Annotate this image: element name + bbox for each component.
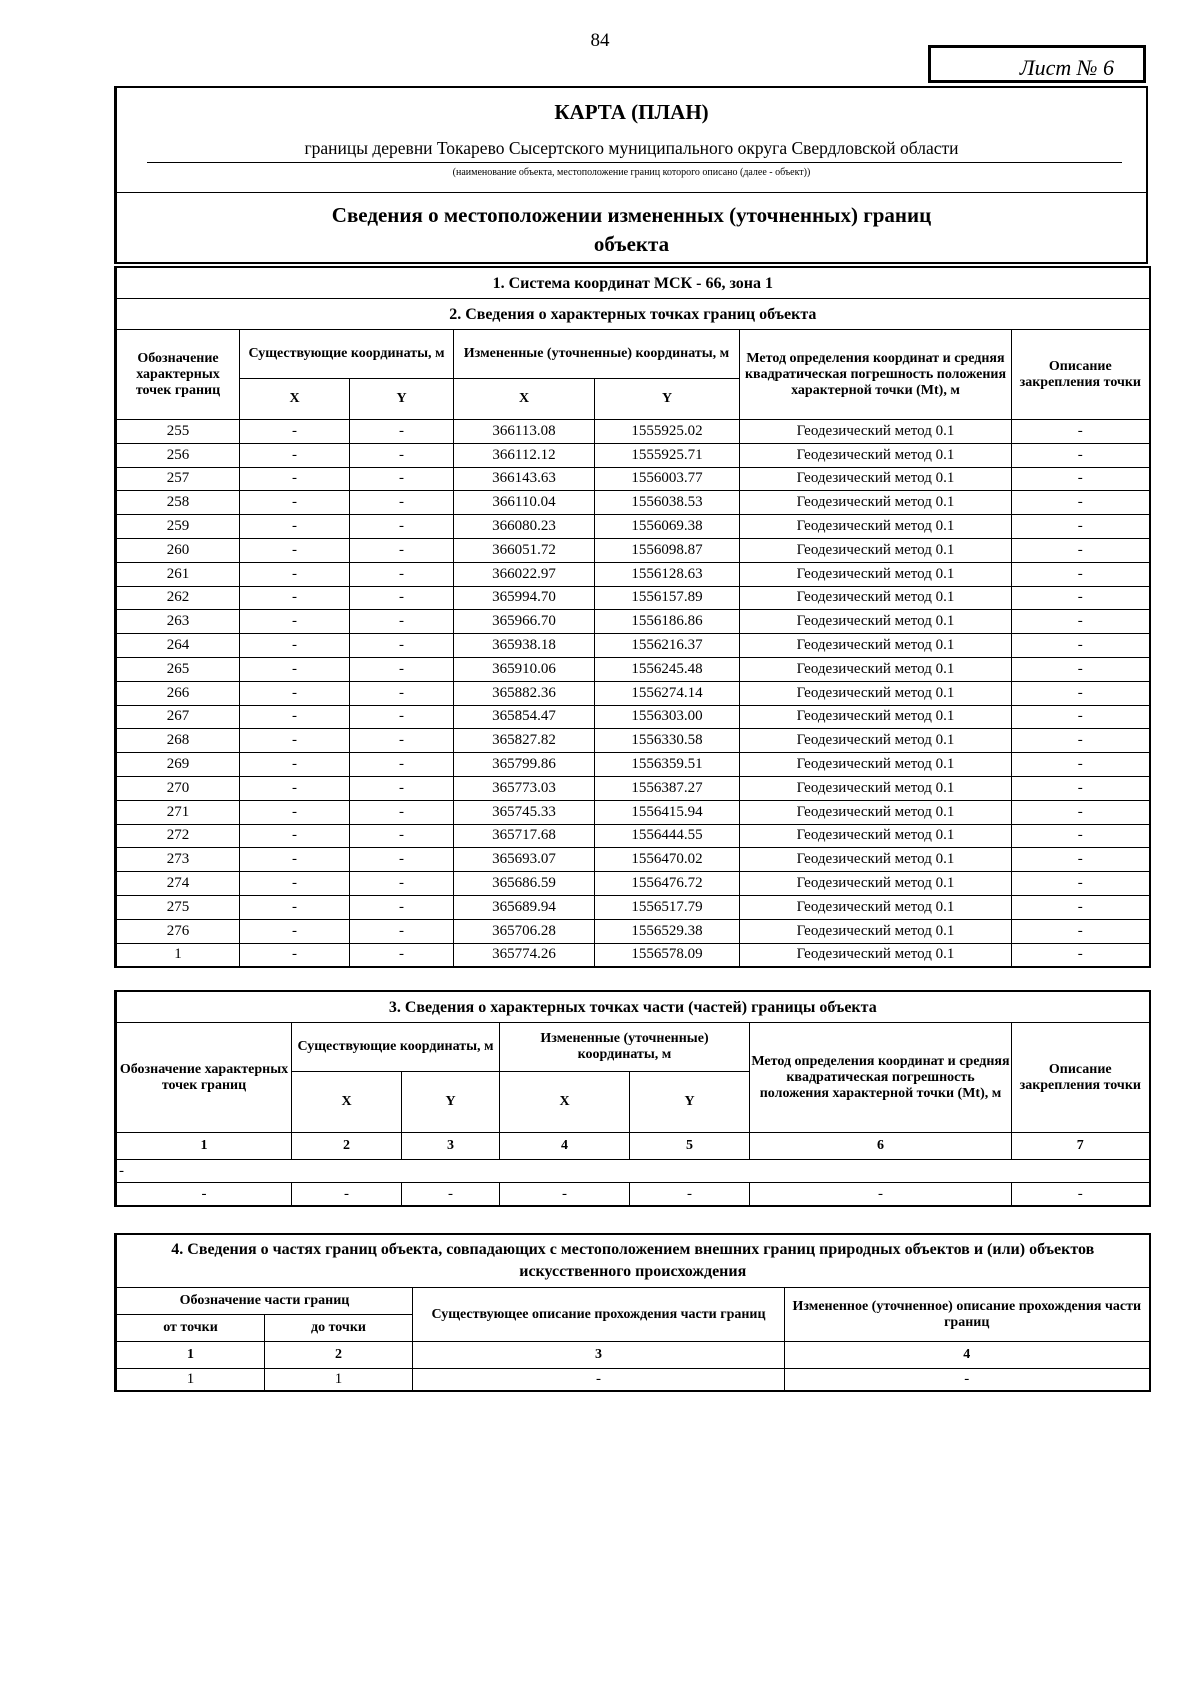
cell: - xyxy=(1012,943,1150,967)
cell: 1556359.51 xyxy=(595,753,740,777)
cell: 1556245.48 xyxy=(595,657,740,681)
cell: Геодезический метод 0.1 xyxy=(740,443,1012,467)
cell: 268 xyxy=(116,729,240,753)
cell: 262 xyxy=(116,586,240,610)
cell: Геодезический метод 0.1 xyxy=(740,657,1012,681)
col-num: 1 xyxy=(116,1342,265,1369)
cell: - xyxy=(350,586,454,610)
cell: 366110.04 xyxy=(454,491,595,515)
cell: - xyxy=(750,1183,1012,1207)
cell: 365966.70 xyxy=(454,610,595,634)
cell: 1556470.02 xyxy=(595,848,740,872)
cell: - xyxy=(1012,824,1150,848)
table-row xyxy=(116,729,1150,753)
cell: - xyxy=(350,776,454,800)
table-row xyxy=(116,443,1150,467)
cell: - xyxy=(1012,800,1150,824)
cell: 365854.47 xyxy=(454,705,595,729)
cell: 259 xyxy=(116,515,240,539)
object-name: границы деревни Токарево Сысертского муниципального округа Свердловской области xyxy=(304,138,959,158)
cell: - xyxy=(240,420,350,444)
cell: Геодезический метод 0.1 xyxy=(740,895,1012,919)
cell: - xyxy=(350,729,454,753)
column-numbers-row xyxy=(116,1342,1150,1369)
cell: - xyxy=(350,515,454,539)
cell: - xyxy=(1012,872,1150,896)
parts-section-title: 4. Сведения о частях границ объекта, совпадающих с местоположением внешних границ природных объектов и (или) объектов искусственного происхождения xyxy=(116,1234,1150,1288)
cell: Геодезический метод 0.1 xyxy=(740,943,1012,967)
cell: 365994.70 xyxy=(454,586,595,610)
cell: 1556038.53 xyxy=(595,491,740,515)
cell: - xyxy=(1012,1183,1150,1207)
cell: - xyxy=(1012,562,1150,586)
cell: - xyxy=(1012,681,1150,705)
cell: - xyxy=(240,586,350,610)
cell: 267 xyxy=(116,705,240,729)
col-num: 3 xyxy=(402,1133,500,1160)
cell: Геодезический метод 0.1 xyxy=(740,538,1012,562)
table-row xyxy=(116,872,1150,896)
table-row xyxy=(116,1369,1150,1392)
cell: Геодезический метод 0.1 xyxy=(740,610,1012,634)
table-row xyxy=(116,824,1150,848)
col-method: Метод определения координат и средняя квадратическая погрешность положения характерной точки (Mt), м xyxy=(750,1023,1012,1133)
cell: 258 xyxy=(116,491,240,515)
cell: - xyxy=(116,1183,292,1207)
col-changed-x: X xyxy=(454,379,595,420)
cell: - xyxy=(413,1369,785,1392)
cell: - xyxy=(350,657,454,681)
column-numbers-row xyxy=(116,1133,1150,1160)
cell: 269 xyxy=(116,753,240,777)
col-to: до точки xyxy=(265,1315,413,1342)
cell: - xyxy=(350,753,454,777)
cell: Геодезический метод 0.1 xyxy=(740,634,1012,658)
cell: - xyxy=(350,848,454,872)
cell: - xyxy=(350,919,454,943)
col-num: 3 xyxy=(413,1342,785,1369)
table-row xyxy=(116,848,1150,872)
cell: 365774.26 xyxy=(454,943,595,967)
cell: 365689.94 xyxy=(454,895,595,919)
cell: - xyxy=(240,538,350,562)
cell: 1 xyxy=(116,1369,265,1392)
cell: Геодезический метод 0.1 xyxy=(740,420,1012,444)
cell: 1556415.94 xyxy=(595,800,740,824)
table-row xyxy=(116,610,1150,634)
points-body xyxy=(116,420,1150,968)
col-method: Метод определения координат и средняя квадратическая погрешность положения характерной точки (Mt), м xyxy=(740,330,1012,420)
col-num: 4 xyxy=(500,1133,630,1160)
cell: - xyxy=(1012,919,1150,943)
col-from: от точки xyxy=(116,1315,265,1342)
table-row xyxy=(116,776,1150,800)
cell: - xyxy=(1012,586,1150,610)
cell: - xyxy=(240,824,350,848)
cell: - xyxy=(1012,848,1150,872)
cell: - xyxy=(350,895,454,919)
coord-system: 1. Система координат МСК - 66, зона 1 xyxy=(116,267,1150,299)
cell: - xyxy=(350,420,454,444)
document-header xyxy=(114,86,1148,264)
cell: 1556303.00 xyxy=(595,705,740,729)
cell: - xyxy=(1012,443,1150,467)
cell: 1556517.79 xyxy=(595,895,740,919)
cell: - xyxy=(1012,515,1150,539)
cell: 1556529.38 xyxy=(595,919,740,943)
col-description: Описание закрепления точки xyxy=(1012,1023,1150,1133)
cell: - xyxy=(1012,610,1150,634)
table-row xyxy=(116,753,1150,777)
subtitle-line-1: Сведения о местоположении измененных (уточненных) границ xyxy=(331,203,932,227)
cell: - xyxy=(240,872,350,896)
underline-divider xyxy=(147,162,1122,163)
cell: - xyxy=(240,705,350,729)
cell: - xyxy=(350,467,454,491)
table-row xyxy=(116,515,1150,539)
cell: - xyxy=(240,776,350,800)
col-changed-x: X xyxy=(500,1072,630,1133)
cell: 256 xyxy=(116,443,240,467)
cell: 365773.03 xyxy=(454,776,595,800)
col-changed: Измененные (уточненные) координаты, м xyxy=(454,330,740,379)
cell: 366022.97 xyxy=(454,562,595,586)
cell: - xyxy=(350,610,454,634)
cell: - xyxy=(240,657,350,681)
cell: Геодезический метод 0.1 xyxy=(740,824,1012,848)
cell: - xyxy=(240,515,350,539)
table-row xyxy=(116,800,1150,824)
cell: 255 xyxy=(116,420,240,444)
col-num: 7 xyxy=(1012,1133,1150,1160)
cell: 1556216.37 xyxy=(595,634,740,658)
cell: - xyxy=(1012,705,1150,729)
cell: Геодезический метод 0.1 xyxy=(740,705,1012,729)
col-existing-y: Y xyxy=(350,379,454,420)
cell: 1 xyxy=(116,943,240,967)
table-row xyxy=(116,657,1150,681)
cell: 365745.33 xyxy=(454,800,595,824)
cell: - xyxy=(350,538,454,562)
cell: 264 xyxy=(116,634,240,658)
table-row xyxy=(116,420,1150,444)
cell: - xyxy=(785,1369,1150,1392)
cell: Геодезический метод 0.1 xyxy=(740,729,1012,753)
cell: - xyxy=(240,895,350,919)
cell: - xyxy=(1012,538,1150,562)
cell: 365686.59 xyxy=(454,872,595,896)
cell: 366051.72 xyxy=(454,538,595,562)
object-note: (наименование объекта, местоположение границ которого описано (далее - объект)) xyxy=(452,167,811,178)
cell: - xyxy=(240,610,350,634)
cell: Геодезический метод 0.1 xyxy=(740,848,1012,872)
table-row xyxy=(116,705,1150,729)
cell: 365706.28 xyxy=(454,919,595,943)
cell: 365938.18 xyxy=(454,634,595,658)
cell: - xyxy=(292,1183,402,1207)
cell: 365693.07 xyxy=(454,848,595,872)
cell: 1556069.38 xyxy=(595,515,740,539)
cell: 1555925.71 xyxy=(595,443,740,467)
cell: 266 xyxy=(116,681,240,705)
cell: 1556274.14 xyxy=(595,681,740,705)
header-divider xyxy=(117,192,1146,193)
table-row xyxy=(116,491,1150,515)
cell: 1556186.86 xyxy=(595,610,740,634)
sheet-label: Лист № 6 xyxy=(928,45,1146,83)
col-existing-x: X xyxy=(240,379,350,420)
cell: 1556098.87 xyxy=(595,538,740,562)
cell: - xyxy=(1012,729,1150,753)
cell: - xyxy=(350,824,454,848)
cell: - xyxy=(240,848,350,872)
table-row xyxy=(116,895,1150,919)
cell: - xyxy=(240,562,350,586)
cell: - xyxy=(240,800,350,824)
cell: - xyxy=(350,491,454,515)
cell: 365882.36 xyxy=(454,681,595,705)
col-num: 6 xyxy=(750,1133,1012,1160)
cell: 260 xyxy=(116,538,240,562)
cell: 274 xyxy=(116,872,240,896)
cell: 1556128.63 xyxy=(595,562,740,586)
cell: - xyxy=(240,467,350,491)
cell: Геодезический метод 0.1 xyxy=(740,515,1012,539)
cell: 365827.82 xyxy=(454,729,595,753)
cell: - xyxy=(240,753,350,777)
cell: 366143.63 xyxy=(454,467,595,491)
cell: - xyxy=(1012,657,1150,681)
cell: 1556476.72 xyxy=(595,872,740,896)
cell: - xyxy=(240,443,350,467)
cell: 271 xyxy=(116,800,240,824)
table-row xyxy=(116,919,1150,943)
col-changed-y: Y xyxy=(630,1072,750,1133)
page-number: 84 xyxy=(590,30,610,51)
cell: Геодезический метод 0.1 xyxy=(740,491,1012,515)
cell: 366113.08 xyxy=(454,420,595,444)
col-changed-y: Y xyxy=(595,379,740,420)
cell: - xyxy=(630,1183,750,1207)
map-title: КАРТА (ПЛАН) xyxy=(554,100,709,124)
cell: - xyxy=(1012,634,1150,658)
cell: Геодезический метод 0.1 xyxy=(740,586,1012,610)
cell: 265 xyxy=(116,657,240,681)
table-row xyxy=(116,634,1150,658)
cell: - xyxy=(240,634,350,658)
cell: 1556330.58 xyxy=(595,729,740,753)
part-points-table xyxy=(114,990,1151,1207)
cell: - xyxy=(350,872,454,896)
table-row xyxy=(116,562,1150,586)
col-existing-desc: Существующее описание прохождения части границ xyxy=(413,1288,785,1342)
cell: - xyxy=(1012,895,1150,919)
cell: 1556157.89 xyxy=(595,586,740,610)
cell: 366112.12 xyxy=(454,443,595,467)
table-row xyxy=(116,943,1150,967)
cell: - xyxy=(350,634,454,658)
cell: 270 xyxy=(116,776,240,800)
cell: 1556578.09 xyxy=(595,943,740,967)
boundary-points-table xyxy=(114,266,1151,968)
cell: 1 xyxy=(265,1369,413,1392)
col-changed-desc: Измененное (уточненное) описание прохождения части границ xyxy=(785,1288,1150,1342)
cell: 1556003.77 xyxy=(595,467,740,491)
cell: - xyxy=(1012,420,1150,444)
cell: 365799.86 xyxy=(454,753,595,777)
cell: - xyxy=(500,1183,630,1207)
col-designation: Обозначение характерных точек границ xyxy=(116,330,240,420)
cell: 1556387.27 xyxy=(595,776,740,800)
cell: - xyxy=(1012,753,1150,777)
table-row xyxy=(116,1183,1150,1207)
col-num: 4 xyxy=(785,1342,1150,1369)
cell: 365910.06 xyxy=(454,657,595,681)
col-existing: Существующие координаты, м xyxy=(292,1023,500,1072)
cell: Геодезический метод 0.1 xyxy=(740,872,1012,896)
cell: 275 xyxy=(116,895,240,919)
col-part: Обозначение части границ xyxy=(116,1288,413,1315)
table-row xyxy=(116,538,1150,562)
cell: - xyxy=(240,919,350,943)
cell: - xyxy=(350,800,454,824)
cell: 273 xyxy=(116,848,240,872)
cell: Геодезический метод 0.1 xyxy=(740,681,1012,705)
header-subtitle xyxy=(117,201,1146,259)
cell: - xyxy=(1012,491,1150,515)
cell: Геодезический метод 0.1 xyxy=(740,800,1012,824)
cell: 261 xyxy=(116,562,240,586)
col-num: 2 xyxy=(292,1133,402,1160)
col-num: 1 xyxy=(116,1133,292,1160)
cell: Геодезический метод 0.1 xyxy=(740,919,1012,943)
points-section-title: 2. Сведения о характерных точках границ объекта xyxy=(116,299,1150,330)
subtitle-line-2: объекта xyxy=(593,232,670,256)
cell: Геодезический метод 0.1 xyxy=(740,562,1012,586)
table-row xyxy=(116,681,1150,705)
cell: - xyxy=(1012,776,1150,800)
cell: 1555925.02 xyxy=(595,420,740,444)
cell: - xyxy=(350,705,454,729)
col-changed: Измененные (уточненные) координаты, м xyxy=(500,1023,750,1072)
cell: Геодезический метод 0.1 xyxy=(740,467,1012,491)
part-label-row: - xyxy=(116,1160,1150,1183)
cell: 263 xyxy=(116,610,240,634)
col-num: 5 xyxy=(630,1133,750,1160)
cell: 1556444.55 xyxy=(595,824,740,848)
cell: - xyxy=(240,491,350,515)
cell: 366080.23 xyxy=(454,515,595,539)
cell: - xyxy=(240,729,350,753)
col-designation: Обозначение характерных точек границ xyxy=(116,1023,292,1133)
col-num: 2 xyxy=(265,1342,413,1369)
cell: 276 xyxy=(116,919,240,943)
cell: - xyxy=(350,943,454,967)
table-row xyxy=(116,586,1150,610)
col-existing-x: X xyxy=(292,1072,402,1133)
cell: 257 xyxy=(116,467,240,491)
col-existing-y: Y xyxy=(402,1072,500,1133)
cell: Геодезический метод 0.1 xyxy=(740,776,1012,800)
cell: Геодезический метод 0.1 xyxy=(740,753,1012,777)
cell: - xyxy=(1012,467,1150,491)
boundary-parts-table xyxy=(114,1233,1151,1392)
cell: 365717.68 xyxy=(454,824,595,848)
part-section-title: 3. Сведения о характерных точках части (частей) границы объекта xyxy=(116,991,1150,1023)
cell: - xyxy=(350,562,454,586)
table-row xyxy=(116,467,1150,491)
cell: - xyxy=(402,1183,500,1207)
cell: 272 xyxy=(116,824,240,848)
cell: - xyxy=(350,681,454,705)
cell: - xyxy=(240,943,350,967)
cell: - xyxy=(240,681,350,705)
cell: - xyxy=(350,443,454,467)
col-description: Описание закрепления точки xyxy=(1012,330,1150,420)
col-existing: Существующие координаты, м xyxy=(240,330,454,379)
